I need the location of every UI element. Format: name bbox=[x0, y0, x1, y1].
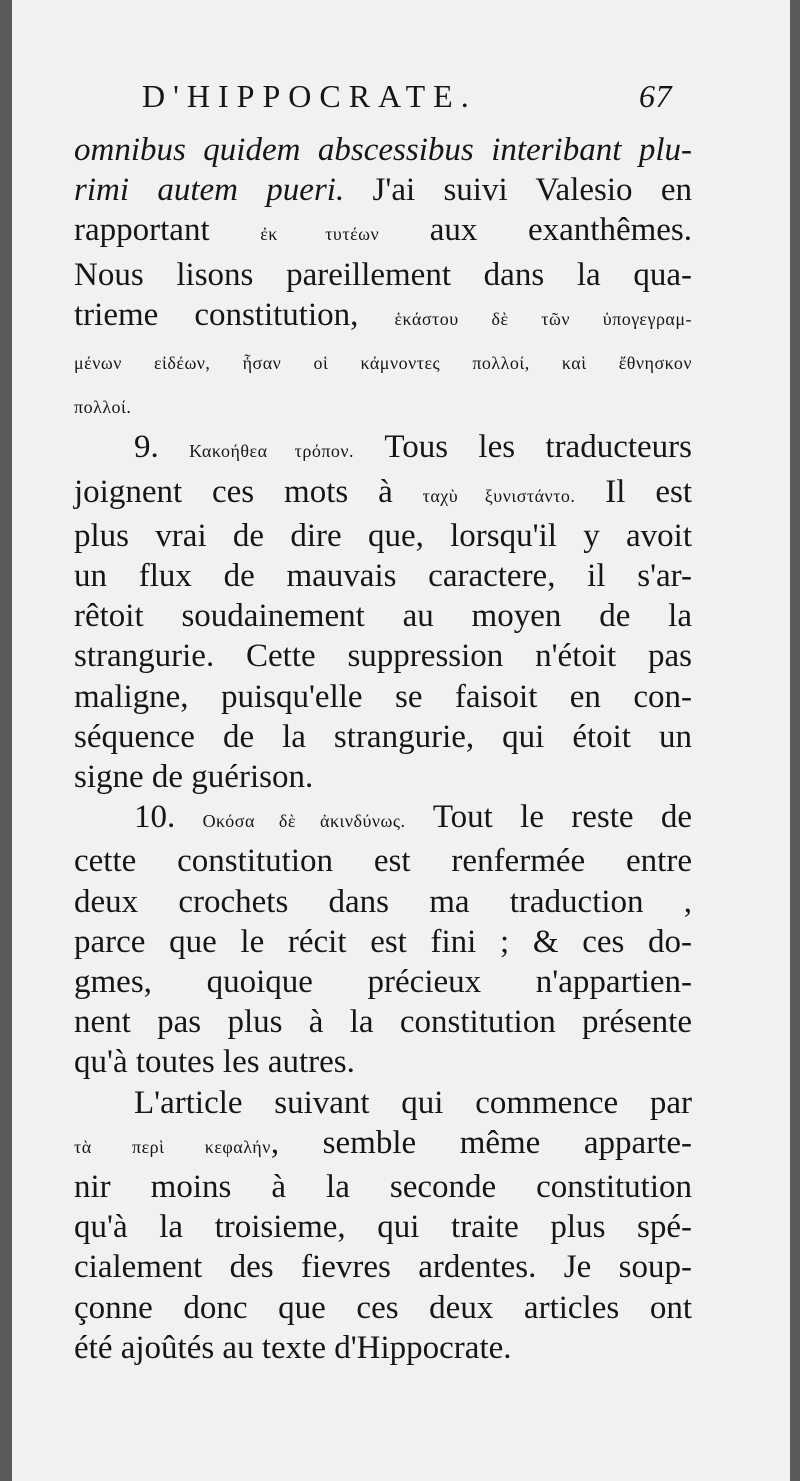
latin-quote: omnibus quidem abscessibus interibant plu- bbox=[74, 132, 692, 168]
text-line bbox=[74, 339, 692, 383]
text-run: plus vrai de dire que, lorsqu'il y avoit bbox=[74, 517, 692, 554]
text-run: parce que le récit est fini ; & ces do- bbox=[74, 923, 692, 960]
text-line bbox=[74, 1123, 692, 1167]
text-line bbox=[74, 1328, 692, 1368]
text-run: aux exanthêmes. bbox=[379, 212, 692, 249]
text-line bbox=[74, 717, 692, 757]
text-line bbox=[74, 170, 692, 210]
text-line bbox=[74, 797, 692, 841]
latin-quote: rimi autem pueri. bbox=[74, 172, 345, 209]
text-run: , semble même apparte- bbox=[270, 1124, 692, 1161]
text-line bbox=[74, 922, 692, 962]
text-line bbox=[74, 255, 692, 295]
text-run: nent pas plus à la constitution présente bbox=[74, 1004, 692, 1041]
text-line bbox=[74, 841, 692, 881]
text-line bbox=[74, 677, 692, 717]
greek-quote: ἑκάστου δὲ τῶν ὑπογεγραμ- bbox=[394, 308, 692, 329]
text-run: gmes, quoique précieux n'appartien- bbox=[74, 964, 692, 1001]
text-line bbox=[74, 516, 692, 556]
text-run: nir moins à la seconde constitution bbox=[74, 1169, 692, 1206]
greek-quote: πολλοί. bbox=[74, 397, 132, 418]
text-run: été ajoûtés au texte d'Hippocrate. bbox=[74, 1329, 512, 1366]
text-run: un flux de mauvais caractere, il s'ar- bbox=[74, 558, 692, 595]
text-line bbox=[74, 383, 692, 427]
text-line bbox=[74, 1083, 692, 1123]
text-run: signe de guérison. bbox=[74, 759, 314, 796]
text-line bbox=[74, 962, 692, 1002]
text-run: rapportant bbox=[74, 212, 261, 249]
text-run: J'ai suivi Valesio en bbox=[344, 172, 692, 209]
text-line bbox=[74, 1042, 692, 1082]
running-title: D'HIPPOCRATE. bbox=[142, 78, 477, 114]
text-run: joignent ces mots à bbox=[74, 473, 423, 510]
text-line bbox=[74, 472, 692, 516]
text-run: rêtoit soudainement au moyen de la bbox=[74, 598, 692, 635]
text-line bbox=[74, 556, 692, 596]
text-line bbox=[74, 882, 692, 922]
greek-quote: τὰ περὶ κεφαλήν bbox=[74, 1136, 271, 1157]
text-run: cialement des fievres ardentes. Je soup- bbox=[74, 1249, 692, 1286]
greek-quote: Κακοήθεα τρόπον. bbox=[189, 441, 355, 462]
text-line bbox=[74, 1288, 692, 1328]
greek-quote: Οκόσα δὲ ἀκινδύνως. bbox=[202, 811, 406, 832]
text-run: trieme constitution, bbox=[74, 296, 395, 333]
text-line bbox=[74, 1247, 692, 1287]
text-line bbox=[74, 636, 692, 676]
text-run: deux crochets dans ma traduction , bbox=[74, 883, 692, 920]
text-line bbox=[74, 757, 692, 797]
text-line bbox=[74, 596, 692, 636]
text-run: 9. bbox=[134, 429, 190, 466]
text-line bbox=[74, 130, 692, 170]
text-run: 10. bbox=[134, 799, 203, 836]
text-run: qu'à toutes les autres. bbox=[74, 1044, 355, 1081]
text-line bbox=[74, 1002, 692, 1042]
text-run: cette constitution est renfermée entre bbox=[74, 843, 692, 880]
greek-quote: ταχὺ ξυνιστάντο. bbox=[422, 485, 576, 506]
book-page bbox=[12, 0, 790, 1481]
page-number: 67 bbox=[639, 78, 672, 114]
text-run: strangurie. Cette suppression n'étoit pas bbox=[74, 638, 692, 675]
text-run: Tous les traducteurs bbox=[354, 429, 692, 466]
text-run: Nous lisons pareillement dans la qua- bbox=[74, 256, 692, 293]
text-line bbox=[74, 427, 692, 471]
text-line bbox=[74, 295, 692, 339]
text-run: Tout le reste de bbox=[405, 799, 693, 836]
text-run: L'article suivant qui commence par bbox=[134, 1084, 692, 1121]
text-run: qu'à la troisieme, qui traite plus spé- bbox=[74, 1209, 692, 1246]
text-run: çonne donc que ces deux articles ont bbox=[74, 1289, 692, 1326]
text-line bbox=[74, 1167, 692, 1207]
greek-quote: ἐκ τυτέων bbox=[260, 224, 380, 245]
text-line bbox=[74, 210, 692, 254]
text-run: Il est bbox=[575, 473, 692, 510]
greek-quote: μένων εἰδέων, ἦσαν οἱ κάμνοντες πολλοί, καὶ ἔθνησκον bbox=[74, 353, 692, 374]
text-line bbox=[74, 1207, 692, 1247]
body-text bbox=[74, 130, 692, 1368]
text-run: séquence de la strangurie, qui étoit un bbox=[74, 718, 692, 755]
text-run: maligne, puisqu'elle se faisoit en con- bbox=[74, 678, 692, 715]
running-header bbox=[142, 78, 672, 115]
